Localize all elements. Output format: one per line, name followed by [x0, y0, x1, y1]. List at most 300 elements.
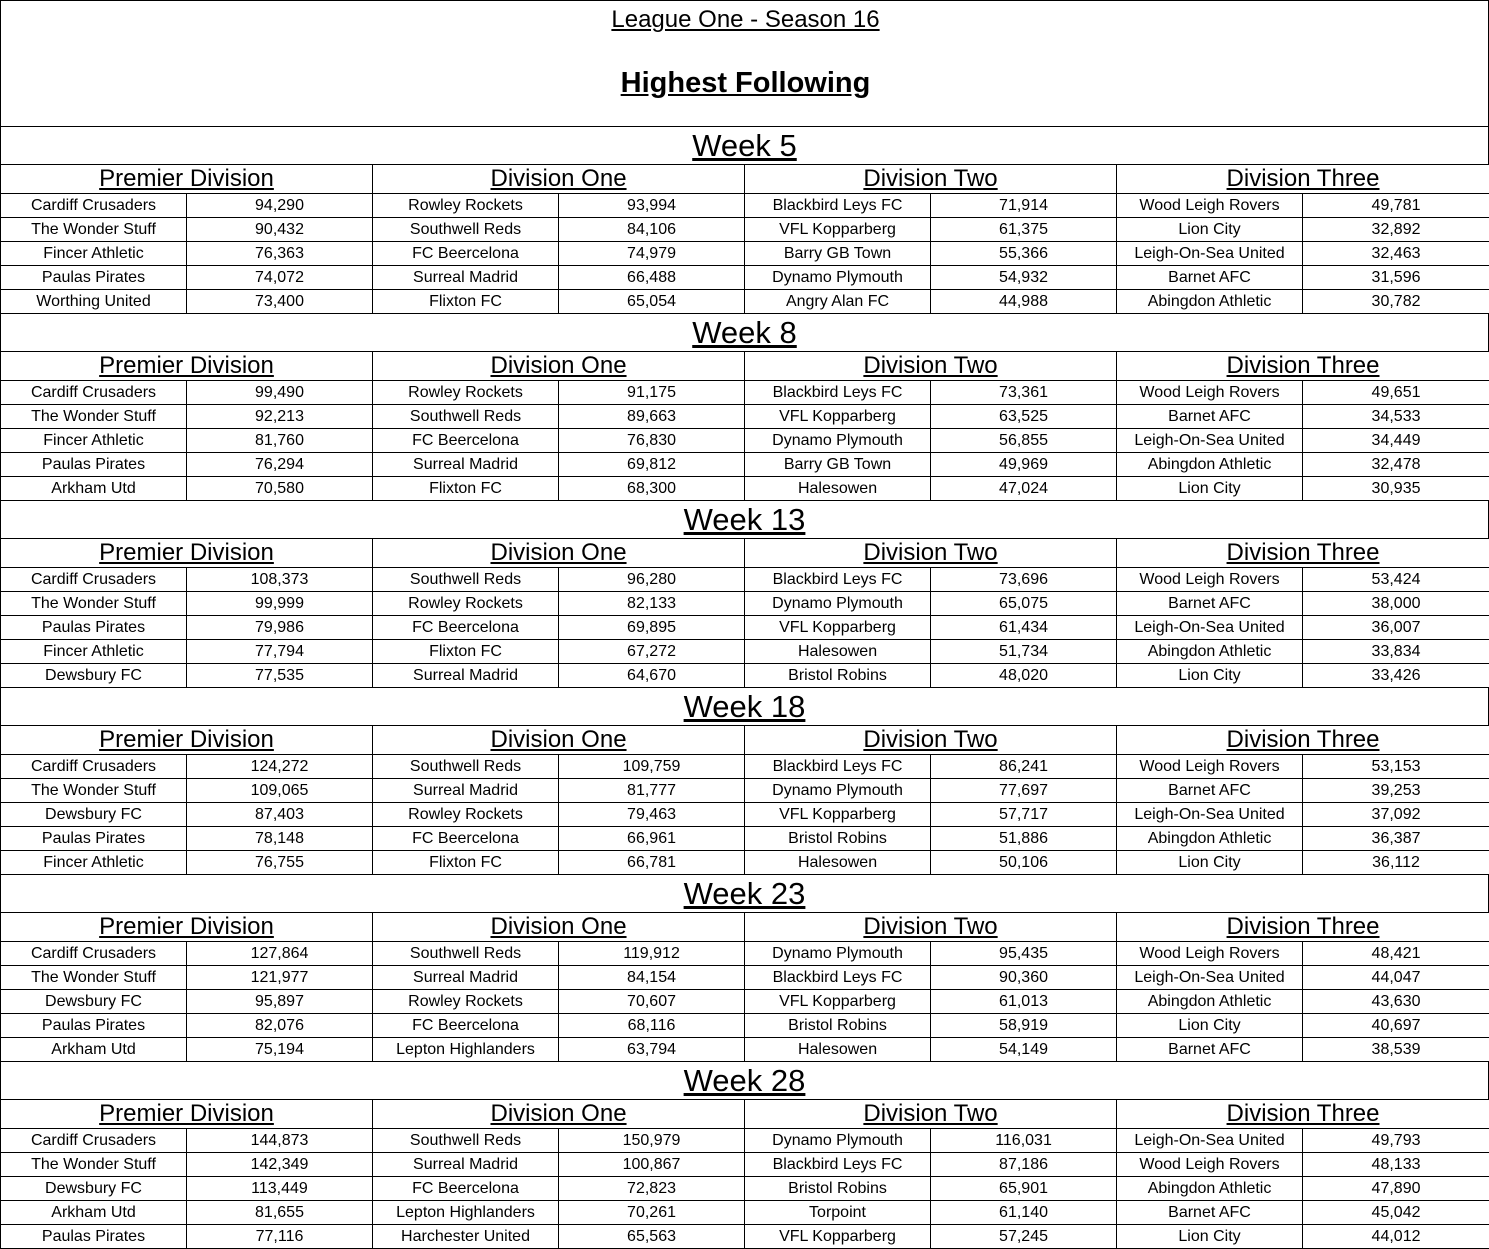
attendance-value: 77,697 — [931, 779, 1117, 803]
team-name: Surreal Madrid — [373, 779, 559, 803]
week-block — [0, 313, 1489, 500]
attendance-value: 127,864 — [187, 942, 373, 966]
attendance-value: 76,294 — [187, 453, 373, 477]
team-name: VFL Kopparberg — [745, 616, 931, 640]
team-name: Wood Leigh Rovers — [1117, 194, 1303, 218]
table-row — [1, 242, 1489, 266]
team-name: Fincer Athletic — [1, 242, 187, 266]
attendance-value: 49,781 — [1303, 194, 1489, 218]
table-row — [1, 453, 1489, 477]
team-name: Cardiff Crusaders — [1, 942, 187, 966]
attendance-value: 34,533 — [1303, 405, 1489, 429]
attendance-value: 37,092 — [1303, 803, 1489, 827]
division-header-text: Division Three — [1226, 1100, 1380, 1127]
attendance-value: 54,932 — [931, 266, 1117, 290]
team-name: Dewsbury FC — [1, 664, 187, 688]
attendance-value: 87,186 — [931, 1153, 1117, 1177]
division-header — [373, 913, 745, 942]
attendance-value: 48,133 — [1303, 1153, 1489, 1177]
team-name: Leigh-On-Sea United — [1117, 429, 1303, 453]
attendance-value: 81,760 — [187, 429, 373, 453]
team-name: Surreal Madrid — [373, 453, 559, 477]
attendance-value: 109,759 — [559, 755, 745, 779]
attendance-value: 49,969 — [931, 453, 1117, 477]
week-title-text: Week 28 — [683, 1063, 806, 1098]
division-header-text: Division One — [490, 165, 627, 192]
division-header-text: Division Two — [863, 913, 998, 940]
attendance-value: 55,366 — [931, 242, 1117, 266]
team-name: Barnet AFC — [1117, 1201, 1303, 1225]
division-header-text: Division One — [490, 352, 627, 379]
team-name: Surreal Madrid — [373, 1153, 559, 1177]
table-row — [1, 803, 1489, 827]
team-name: Halesowen — [745, 1038, 931, 1062]
division-header-text: Premier Division — [99, 726, 274, 753]
team-name: VFL Kopparberg — [745, 1225, 931, 1249]
sheet-title — [1, 5, 1489, 35]
sheet-header — [0, 0, 1489, 126]
team-name: Rowley Rockets — [373, 194, 559, 218]
team-name: Dynamo Plymouth — [745, 592, 931, 616]
team-name: Blackbird Leys FC — [745, 966, 931, 990]
attendance-value: 84,154 — [559, 966, 745, 990]
team-name: Blackbird Leys FC — [745, 755, 931, 779]
attendance-value: 32,478 — [1303, 453, 1489, 477]
week-table — [0, 912, 1489, 1062]
attendance-value: 66,781 — [559, 851, 745, 875]
week-title — [0, 126, 1489, 164]
team-name: Surreal Madrid — [373, 266, 559, 290]
attendance-value: 30,935 — [1303, 477, 1489, 501]
team-name: Southwell Reds — [373, 568, 559, 592]
attendance-value: 57,245 — [931, 1225, 1117, 1249]
table-row — [1, 851, 1489, 875]
division-header — [1117, 913, 1489, 942]
attendance-value: 39,253 — [1303, 779, 1489, 803]
team-name: Torpoint — [745, 1201, 931, 1225]
team-name: Rowley Rockets — [373, 592, 559, 616]
team-name: Blackbird Leys FC — [745, 194, 931, 218]
attendance-value: 69,895 — [559, 616, 745, 640]
attendance-value: 44,012 — [1303, 1225, 1489, 1249]
division-header — [1, 539, 373, 568]
week-table — [0, 725, 1489, 875]
team-name: Angry Alan FC — [745, 290, 931, 314]
team-name: Leigh-On-Sea United — [1117, 242, 1303, 266]
team-name: Abingdon Athletic — [1117, 827, 1303, 851]
week-table — [0, 351, 1489, 501]
team-name: Bristol Robins — [745, 827, 931, 851]
attendance-value: 73,361 — [931, 381, 1117, 405]
week-title-text: Week 5 — [692, 128, 797, 163]
team-name: Paulas Pirates — [1, 266, 187, 290]
attendance-value: 70,261 — [559, 1201, 745, 1225]
attendance-value: 30,782 — [1303, 290, 1489, 314]
attendance-value: 33,834 — [1303, 640, 1489, 664]
table-row — [1, 477, 1489, 501]
attendance-value: 32,892 — [1303, 218, 1489, 242]
attendance-value: 86,241 — [931, 755, 1117, 779]
division-header-text: Premier Division — [99, 913, 274, 940]
attendance-value: 65,901 — [931, 1177, 1117, 1201]
team-name: Barnet AFC — [1117, 405, 1303, 429]
division-header-text: Premier Division — [99, 1100, 274, 1127]
team-name: Dynamo Plymouth — [745, 429, 931, 453]
division-header — [745, 352, 1117, 381]
week-title-text: Week 18 — [683, 689, 806, 724]
division-header — [373, 1100, 745, 1129]
week-block — [0, 874, 1489, 1061]
division-header-text: Division Two — [863, 726, 998, 753]
attendance-value: 50,106 — [931, 851, 1117, 875]
team-name: Cardiff Crusaders — [1, 568, 187, 592]
sheet-subtitle-text: Highest Following — [620, 67, 871, 99]
division-header — [1117, 352, 1489, 381]
attendance-value: 100,867 — [559, 1153, 745, 1177]
attendance-value: 99,490 — [187, 381, 373, 405]
attendance-value: 87,403 — [187, 803, 373, 827]
team-name: Fincer Athletic — [1, 640, 187, 664]
attendance-value: 113,449 — [187, 1177, 373, 1201]
team-name: Dewsbury FC — [1, 990, 187, 1014]
team-name: Wood Leigh Rovers — [1117, 942, 1303, 966]
table-row — [1, 1177, 1489, 1201]
attendance-value: 40,697 — [1303, 1014, 1489, 1038]
team-name: The Wonder Stuff — [1, 966, 187, 990]
table-row — [1, 218, 1489, 242]
attendance-value: 81,777 — [559, 779, 745, 803]
team-name: Wood Leigh Rovers — [1117, 755, 1303, 779]
attendance-value: 74,979 — [559, 242, 745, 266]
team-name: Dynamo Plymouth — [745, 942, 931, 966]
team-name: Flixton FC — [373, 477, 559, 501]
attendance-value: 56,855 — [931, 429, 1117, 453]
attendance-value: 34,449 — [1303, 429, 1489, 453]
team-name: Wood Leigh Rovers — [1117, 1153, 1303, 1177]
attendance-value: 142,349 — [187, 1153, 373, 1177]
team-name: VFL Kopparberg — [745, 990, 931, 1014]
table-row — [1, 194, 1489, 218]
week-title — [0, 500, 1489, 538]
team-name: Southwell Reds — [373, 755, 559, 779]
attendance-value: 95,435 — [931, 942, 1117, 966]
team-name: FC Beercelona — [373, 1014, 559, 1038]
division-header-text: Division Three — [1226, 539, 1380, 566]
attendance-value: 36,007 — [1303, 616, 1489, 640]
team-name: Fincer Athletic — [1, 851, 187, 875]
division-header-row — [1, 539, 1489, 568]
attendance-value: 64,670 — [559, 664, 745, 688]
attendance-value: 61,375 — [931, 218, 1117, 242]
attendance-value: 119,912 — [559, 942, 745, 966]
division-header — [745, 913, 1117, 942]
division-header — [1, 913, 373, 942]
team-name: Barnet AFC — [1117, 592, 1303, 616]
team-name: Blackbird Leys FC — [745, 381, 931, 405]
team-name: Dewsbury FC — [1, 1177, 187, 1201]
attendance-value: 53,424 — [1303, 568, 1489, 592]
attendance-value: 38,539 — [1303, 1038, 1489, 1062]
attendance-value: 65,563 — [559, 1225, 745, 1249]
division-header — [373, 165, 745, 194]
team-name: Halesowen — [745, 851, 931, 875]
team-name: Lion City — [1117, 477, 1303, 501]
table-row — [1, 990, 1489, 1014]
weeks-container — [0, 126, 1489, 1248]
division-header — [1, 352, 373, 381]
team-name: Southwell Reds — [373, 1129, 559, 1153]
team-name: FC Beercelona — [373, 1177, 559, 1201]
attendance-value: 63,794 — [559, 1038, 745, 1062]
team-name: Rowley Rockets — [373, 381, 559, 405]
division-header-text: Division Two — [863, 539, 998, 566]
attendance-value: 78,148 — [187, 827, 373, 851]
division-header-text: Division Two — [863, 1100, 998, 1127]
week-title-text: Week 8 — [692, 315, 797, 350]
attendance-value: 44,988 — [931, 290, 1117, 314]
team-name: Flixton FC — [373, 640, 559, 664]
attendance-value: 93,994 — [559, 194, 745, 218]
attendance-value: 77,794 — [187, 640, 373, 664]
division-header-row — [1, 165, 1489, 194]
attendance-value: 76,830 — [559, 429, 745, 453]
week-block — [0, 1061, 1489, 1248]
attendance-value: 82,133 — [559, 592, 745, 616]
attendance-value: 73,696 — [931, 568, 1117, 592]
division-header — [745, 165, 1117, 194]
team-name: Barnet AFC — [1117, 1038, 1303, 1062]
team-name: Cardiff Crusaders — [1, 194, 187, 218]
team-name: Paulas Pirates — [1, 453, 187, 477]
team-name: Lepton Highlanders — [373, 1038, 559, 1062]
team-name: FC Beercelona — [373, 429, 559, 453]
division-header — [1117, 726, 1489, 755]
attendance-value: 95,897 — [187, 990, 373, 1014]
team-name: Dynamo Plymouth — [745, 266, 931, 290]
week-title — [0, 874, 1489, 912]
attendance-value: 47,024 — [931, 477, 1117, 501]
attendance-value: 77,116 — [187, 1225, 373, 1249]
attendance-value: 48,020 — [931, 664, 1117, 688]
team-name: Paulas Pirates — [1, 1014, 187, 1038]
table-row — [1, 664, 1489, 688]
attendance-value: 75,194 — [187, 1038, 373, 1062]
attendance-value: 47,890 — [1303, 1177, 1489, 1201]
week-title-text: Week 13 — [683, 502, 806, 537]
week-table — [0, 1099, 1489, 1249]
week-title-text: Week 23 — [683, 876, 806, 911]
division-header-text: Division One — [490, 539, 627, 566]
attendance-value: 71,914 — [931, 194, 1117, 218]
team-name: Paulas Pirates — [1, 1225, 187, 1249]
attendance-value: 90,432 — [187, 218, 373, 242]
attendance-value: 53,153 — [1303, 755, 1489, 779]
team-name: Leigh-On-Sea United — [1117, 1129, 1303, 1153]
division-header-text: Division One — [490, 913, 627, 940]
team-name: Leigh-On-Sea United — [1117, 966, 1303, 990]
team-name: Wood Leigh Rovers — [1117, 568, 1303, 592]
division-header — [745, 1100, 1117, 1129]
attendance-value: 49,651 — [1303, 381, 1489, 405]
week-title — [0, 313, 1489, 351]
team-name: Southwell Reds — [373, 405, 559, 429]
division-header-text: Division Three — [1226, 726, 1380, 753]
division-header — [745, 726, 1117, 755]
team-name: Lion City — [1117, 851, 1303, 875]
attendance-value: 121,977 — [187, 966, 373, 990]
team-name: Lion City — [1117, 1225, 1303, 1249]
division-header-text: Division One — [490, 1100, 627, 1127]
table-row — [1, 568, 1489, 592]
team-name: Barnet AFC — [1117, 779, 1303, 803]
attendance-value: 68,116 — [559, 1014, 745, 1038]
team-name: Abingdon Athletic — [1117, 990, 1303, 1014]
team-name: Dewsbury FC — [1, 803, 187, 827]
attendance-value: 31,596 — [1303, 266, 1489, 290]
team-name: Cardiff Crusaders — [1, 381, 187, 405]
attendance-value: 67,272 — [559, 640, 745, 664]
attendance-value: 90,360 — [931, 966, 1117, 990]
attendance-value: 150,979 — [559, 1129, 745, 1153]
division-header-text: Division One — [490, 726, 627, 753]
division-header — [1117, 165, 1489, 194]
attendance-value: 116,031 — [931, 1129, 1117, 1153]
division-header — [745, 539, 1117, 568]
team-name: Arkham Utd — [1, 477, 187, 501]
team-name: The Wonder Stuff — [1, 592, 187, 616]
week-table — [0, 164, 1489, 314]
attendance-value: 73,400 — [187, 290, 373, 314]
week-block — [0, 500, 1489, 687]
table-row — [1, 966, 1489, 990]
table-row — [1, 616, 1489, 640]
table-row — [1, 1153, 1489, 1177]
team-name: VFL Kopparberg — [745, 405, 931, 429]
attendance-value: 54,149 — [931, 1038, 1117, 1062]
week-title — [0, 1061, 1489, 1099]
division-header-text: Premier Division — [99, 165, 274, 192]
table-row — [1, 1014, 1489, 1038]
team-name: Bristol Robins — [745, 664, 931, 688]
team-name: Abingdon Athletic — [1117, 640, 1303, 664]
division-header — [373, 726, 745, 755]
table-row — [1, 1038, 1489, 1062]
week-block — [0, 126, 1489, 313]
team-name: Abingdon Athletic — [1117, 453, 1303, 477]
attendance-value: 66,488 — [559, 266, 745, 290]
attendance-value: 58,919 — [931, 1014, 1117, 1038]
team-name: Rowley Rockets — [373, 990, 559, 1014]
team-name: Dynamo Plymouth — [745, 779, 931, 803]
attendance-value: 89,663 — [559, 405, 745, 429]
attendance-value: 70,607 — [559, 990, 745, 1014]
division-header-text: Division Three — [1226, 165, 1380, 192]
team-name: Abingdon Athletic — [1117, 1177, 1303, 1201]
attendance-value: 70,580 — [187, 477, 373, 501]
attendance-value: 124,272 — [187, 755, 373, 779]
team-name: VFL Kopparberg — [745, 803, 931, 827]
team-name: The Wonder Stuff — [1, 1153, 187, 1177]
team-name: Lion City — [1117, 218, 1303, 242]
attendance-value: 144,873 — [187, 1129, 373, 1153]
attendance-value: 99,999 — [187, 592, 373, 616]
team-name: Paulas Pirates — [1, 827, 187, 851]
division-header — [1, 1100, 373, 1129]
team-name: Paulas Pirates — [1, 616, 187, 640]
team-name: FC Beercelona — [373, 616, 559, 640]
team-name: Bristol Robins — [745, 1014, 931, 1038]
division-header-text: Division Three — [1226, 913, 1380, 940]
division-header — [373, 539, 745, 568]
team-name: Harchester United — [373, 1225, 559, 1249]
team-name: The Wonder Stuff — [1, 405, 187, 429]
table-row — [1, 1225, 1489, 1249]
attendance-value: 63,525 — [931, 405, 1117, 429]
team-name: Barry GB Town — [745, 242, 931, 266]
team-name: The Wonder Stuff — [1, 779, 187, 803]
attendance-value: 68,300 — [559, 477, 745, 501]
table-row — [1, 1201, 1489, 1225]
attendance-value: 81,655 — [187, 1201, 373, 1225]
attendance-value: 38,000 — [1303, 592, 1489, 616]
attendance-value: 76,363 — [187, 242, 373, 266]
team-name: The Wonder Stuff — [1, 218, 187, 242]
team-name: Surreal Madrid — [373, 966, 559, 990]
attendance-value: 51,886 — [931, 827, 1117, 851]
attendance-value: 61,140 — [931, 1201, 1117, 1225]
week-block — [0, 687, 1489, 874]
table-row — [1, 266, 1489, 290]
table-row — [1, 592, 1489, 616]
attendance-value: 45,042 — [1303, 1201, 1489, 1225]
team-name: Flixton FC — [373, 851, 559, 875]
team-name: Arkham Utd — [1, 1038, 187, 1062]
team-name: Leigh-On-Sea United — [1117, 616, 1303, 640]
team-name: Lion City — [1117, 1014, 1303, 1038]
attendance-value: 44,047 — [1303, 966, 1489, 990]
attendance-value: 77,535 — [187, 664, 373, 688]
division-header-text: Premier Division — [99, 539, 274, 566]
team-name: Rowley Rockets — [373, 803, 559, 827]
table-row — [1, 755, 1489, 779]
attendance-value: 76,755 — [187, 851, 373, 875]
team-name: Surreal Madrid — [373, 664, 559, 688]
attendance-value: 65,075 — [931, 592, 1117, 616]
attendance-value: 92,213 — [187, 405, 373, 429]
team-name: FC Beercelona — [373, 242, 559, 266]
team-name: Dynamo Plymouth — [745, 1129, 931, 1153]
table-row — [1, 1129, 1489, 1153]
attendance-value: 48,421 — [1303, 942, 1489, 966]
team-name: Halesowen — [745, 477, 931, 501]
team-name: FC Beercelona — [373, 827, 559, 851]
attendance-value: 66,961 — [559, 827, 745, 851]
table-row — [1, 429, 1489, 453]
team-name: Barry GB Town — [745, 453, 931, 477]
division-header-row — [1, 726, 1489, 755]
table-row — [1, 381, 1489, 405]
week-table — [0, 538, 1489, 688]
attendance-value: 84,106 — [559, 218, 745, 242]
division-header-text: Division Two — [863, 352, 998, 379]
attendance-value: 69,812 — [559, 453, 745, 477]
week-title — [0, 687, 1489, 725]
division-header — [373, 352, 745, 381]
attendance-value: 61,013 — [931, 990, 1117, 1014]
division-header-text: Division Three — [1226, 352, 1380, 379]
division-header — [1117, 1100, 1489, 1129]
team-name: Flixton FC — [373, 290, 559, 314]
